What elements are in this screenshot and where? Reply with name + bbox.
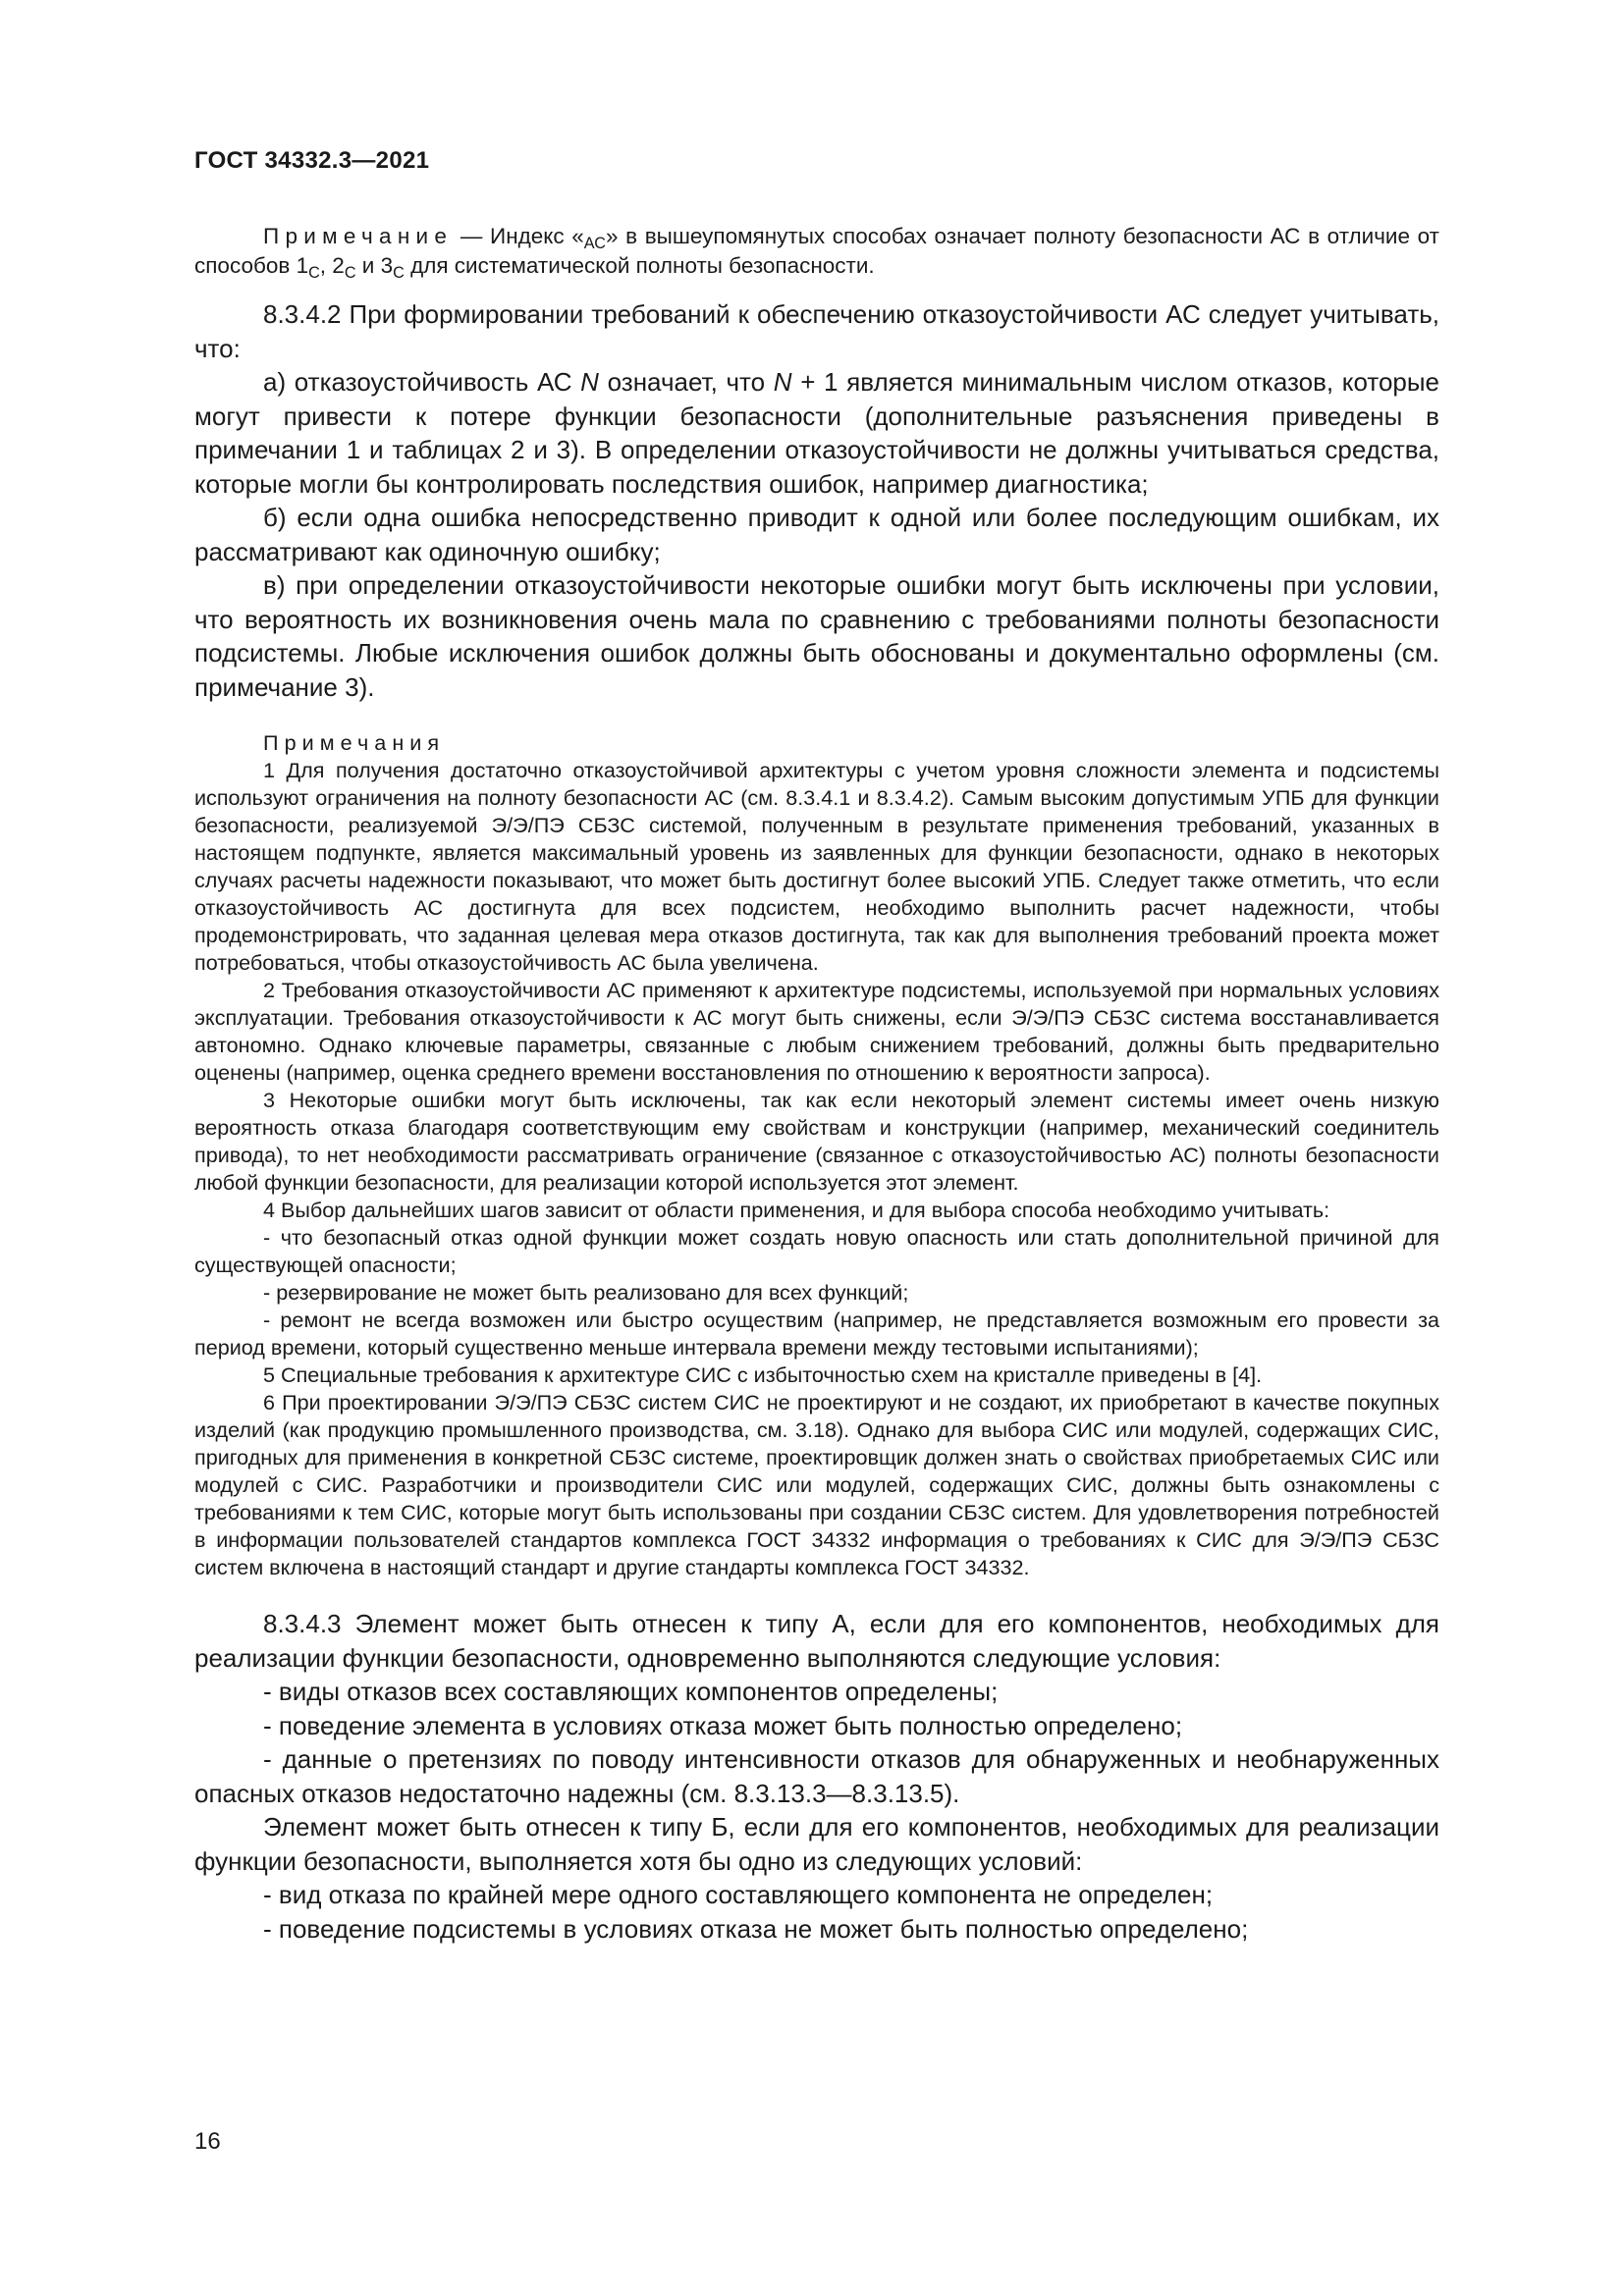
item-text: означает, что (598, 367, 774, 397)
clause-8-3-4-2-item-a (194, 365, 1439, 501)
note-4: 4 Выбор дальнейших шагов зависит от области применения, и для выбора способа необходимо учитывать: (263, 1198, 1330, 1222)
page-body (194, 222, 1439, 1946)
note-3: 3 Некоторые ошибки могут быть исключены, так как если некоторый элемент системы имеет очень низкую вероятность отказа благодаря соответствующим ему свойствам и конструкции (например, механический соединитель привода), то нет необходимости рассматривать ограничение (связанное с отказоустойчивостью АС) полноты безопасности любой функции безопасности, для реализации которой используется этот элемент. (194, 1088, 1439, 1195)
item-text: + 1 является минимальным числом отказов, которые могут привести к потере функции безопасности (дополнительные разъяснения приведены в примечании 1 и таблицах 2 и 3). В определении отказоустойчивости не должны учитываться средства, которые могли бы контролировать последствия ошибок, например диагностика; (194, 367, 1440, 499)
note-5: 5 Специальные требования к архитектуре СИС с избыточностью схем на кристалле приведены в [4]. (263, 1362, 1263, 1387)
note-2: 2 Требования отказоустойчивости АС применяют к архитектуре подсистемы, используемой при нормальных условиях эксплуатации. Требования отказоустойчивости к АС могут быть снижены, если Э/Э/ПЭ СБЗС система восстанавливается автономно. Однако ключевые параметры, связанные с любым снижением требований, должны быть предварительно оценены (например, оценка среднего времени восстановления по отношению к вероятности запроса). (194, 978, 1439, 1085)
type-a-condition: - поведение элемента в условиях отказа может быть полностью определено; (263, 1710, 1183, 1740)
subscript: С (344, 263, 356, 282)
intro-note-text: — Индекс « (453, 224, 584, 248)
clause-8-3-4-3: 8.3.4.3 Элемент может быть отнесен к типу А, если для его компонентов, необходимых для реализации функции безопасности, одновременно выполняются следующие условия: (194, 1609, 1439, 1673)
type-a-condition: - данные о претензиях по поводу интенсивности отказов для обнаруженных и необнаруженных опасных отказов недостаточно надежны (см. 8.3.13.3—8.3.13.5). (194, 1744, 1439, 1808)
clause-8-3-4-2-item-c: в) при определении отказоустойчивости некоторые ошибки могут быть исключены при условии, что вероятность их возникновения очень мала по сравнению с требованиями полноты безопасности подсистемы. Любые исключения ошибок должны быть обоснованы и документально оформлены (см. примечание 3). (194, 570, 1439, 702)
variable-n: N (773, 367, 792, 397)
page-number: 16 (194, 2128, 221, 2155)
variable-n: N (580, 367, 599, 397)
type-b-lead: Элемент может быть отнесен к типу Б, если для его компонентов, необходимых для реализации функции безопасности, выполняется хотя бы одно из следующих условий: (194, 1812, 1439, 1876)
intro-note-text: , 2 (319, 252, 345, 278)
intro-note-text: » в вышеупомянутых способах означает полноту безопасности АС в отличие от способов 1 (194, 224, 1439, 278)
subscript: С (308, 263, 320, 282)
intro-note-text: и 3 (355, 252, 394, 278)
note-1: 1 Для получения достаточно отказоустойчивой архитектуры с учетом уровня сложности элемента и подсистемы используют ограничения на полноту безопасности АС (см. 8.3.4.1 и 8.3.4.2). Самым высоким допустимым УПБ для функции безопасности, реализуемой Э/Э/ПЭ СБЗС системой, полученным в результате применения требований, указанных в настоящем подпункте, является максимальный уровень из заявленных для функции безопасности, однако в некоторых случаях расчеты надежности показывают, что может быть достигнут более высокий УПБ. Следует также отметить, что если отказоустойчивость АС достигнута для всех подсистем, необходимо выполнить расчет надежности, чтобы продемонстрировать, что заданная целевая мера отказов достигнута, так как для выполнения требований проекта может потребоваться, чтобы отказоустойчивость АС была увеличена. (194, 758, 1439, 975)
document-code-header: ГОСТ 34332.3—2021 (194, 147, 430, 174)
intro-note-label: Примечание (263, 224, 454, 248)
note-6: 6 При проектировании Э/Э/ПЭ СБЗС систем СИС не проектируют и не создают, их приобретают в качестве покупных изделий (как продукцию промышленного производства, см. 3.18). Однако для выбора СИС или модулей, содержащих СИС, пригодных для применения в конкретной СБЗС системе, проектировщик должен знать о свойствах приобретаемых СИС или модулей с СИС. Разработчики и производители СИС или модулей, содержащих СИС, должны быть ознакомлены с требованиями к тем СИС, которые могут быть использованы при создании СБЗС систем. Для удовлетворения потребностей в информации пользователей стандартов комплекса ГОСТ 34332 информация о требованиях к СИС для Э/Э/ПЭ СБЗС систем включена в настоящий стандарт и другие стандарты комплекса ГОСТ 34332. (194, 1390, 1439, 1579)
intro-note (194, 222, 1439, 280)
clause-8-3-4-2: 8.3.4.2 При формировании требований к обеспечению отказоустойчивости АС следует учитывать, что: (194, 299, 1439, 363)
type-b-condition: - вид отказа по крайней мере одного составляющего компонента не определен; (263, 1880, 1214, 1909)
note-4-item: - ремонт не всегда возможен или быстро осуществим (например, не представляется возможным его провести за период времени, который существенно меньше интервала времени между тестовыми испытаниями); (194, 1308, 1439, 1360)
type-a-condition: - виды отказов всех составляющих компонентов определены; (263, 1677, 999, 1706)
intro-note-text: для систематической полноты безопасности. (404, 252, 875, 278)
note-4-item: - что безопасный отказ одной функции может создать новую опасность или стать дополнительной причиной для существующей опасности; (194, 1225, 1439, 1277)
item-text: а) отказоустойчивость АС (263, 367, 581, 397)
type-b-condition: - поведение подсистемы в условиях отказа не может быть полностью определено; (263, 1913, 1249, 1944)
subscript: АС (583, 234, 606, 252)
notes-title: Примечания (263, 730, 446, 755)
clause-8-3-4-2-item-b: б) если одна ошибка непосредственно приводит к одной или более последующим ошибкам, их рассматривают как одиночную ошибку; (194, 503, 1439, 566)
subscript: С (393, 263, 405, 282)
note-4-item: - резервирование не может быть реализовано для всех функций; (263, 1280, 909, 1305)
